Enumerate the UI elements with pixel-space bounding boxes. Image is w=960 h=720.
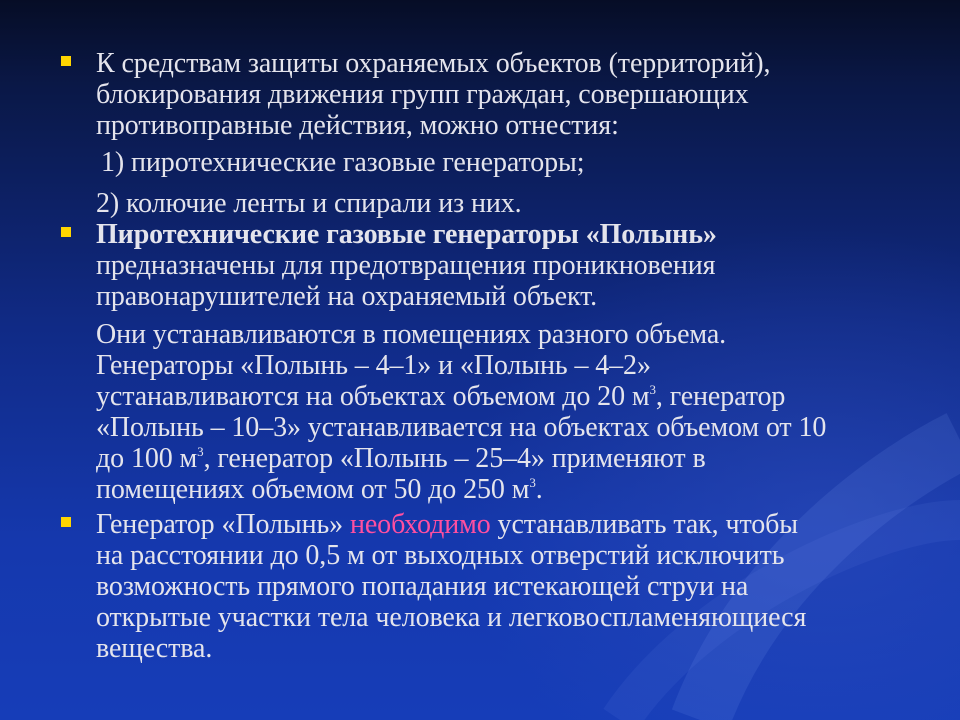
text-line: Генераторы «Полынь – 4–1» и «Полынь – 4–2» <box>96 350 651 381</box>
text-line <box>96 509 926 540</box>
text-line <box>96 443 926 474</box>
superscript: 3 <box>649 382 656 397</box>
text-line: вещества. <box>96 633 213 664</box>
list-item: 1) пиротехнические газовые генераторы; <box>101 147 585 178</box>
paragraph-1 <box>96 48 926 219</box>
text-segment: устанавливать так, чтобы <box>490 509 798 540</box>
text-line: возможность прямого попадания истекающей струи на <box>96 571 749 602</box>
text-line: правонарушителей на охраняемый объект. <box>96 281 598 312</box>
text-segment: , генератор «Полынь – 25–4» применяют в <box>203 443 706 474</box>
text-line <box>96 474 926 505</box>
text-line: противоправные действия, можно отнестия: <box>96 110 619 141</box>
highlighted-word: необходимо <box>349 509 491 540</box>
text-line: К средствам защиты охраняемых объектов (территорий), <box>96 48 771 79</box>
text-line: блокирования движения групп граждан, совершающих <box>96 79 749 110</box>
text-segment: Генератор «Полынь» <box>96 509 350 540</box>
bullet-icon <box>61 56 71 66</box>
bullet-icon <box>61 227 71 237</box>
text-segment: . <box>535 474 543 505</box>
list-item: 2) колючие ленты и спирали из них. <box>96 188 522 219</box>
text-segment: устанавливаются на объектах объемом до 20 м <box>96 381 650 412</box>
bullet-icon <box>61 517 71 527</box>
text-line: предназначены для предотвращения проникновения <box>96 250 716 281</box>
text-segment: , генератор <box>655 381 786 412</box>
text-line <box>96 381 926 412</box>
superscript: 3 <box>529 475 536 490</box>
heading-text: Пиротехнические газовые генераторы «Полынь» <box>96 219 717 250</box>
text-segment: до 100 м <box>96 443 198 474</box>
text-segment: помещениях объемом от 50 до 250 м <box>96 474 530 505</box>
text-line: Они устанавливаются в помещениях разного объема. <box>96 319 727 350</box>
paragraph-3 <box>96 509 926 664</box>
text-line: «Полынь – 10–3» устанавливается на объектах объемом от 10 <box>96 412 827 443</box>
text-line: на расстоянии до 0,5 м от выходных отверстий исключить <box>96 540 785 571</box>
text-line: открытые участки тела человека и легковоспламеняющиеся <box>96 602 807 633</box>
paragraph-2 <box>96 219 926 505</box>
superscript: 3 <box>197 444 204 459</box>
